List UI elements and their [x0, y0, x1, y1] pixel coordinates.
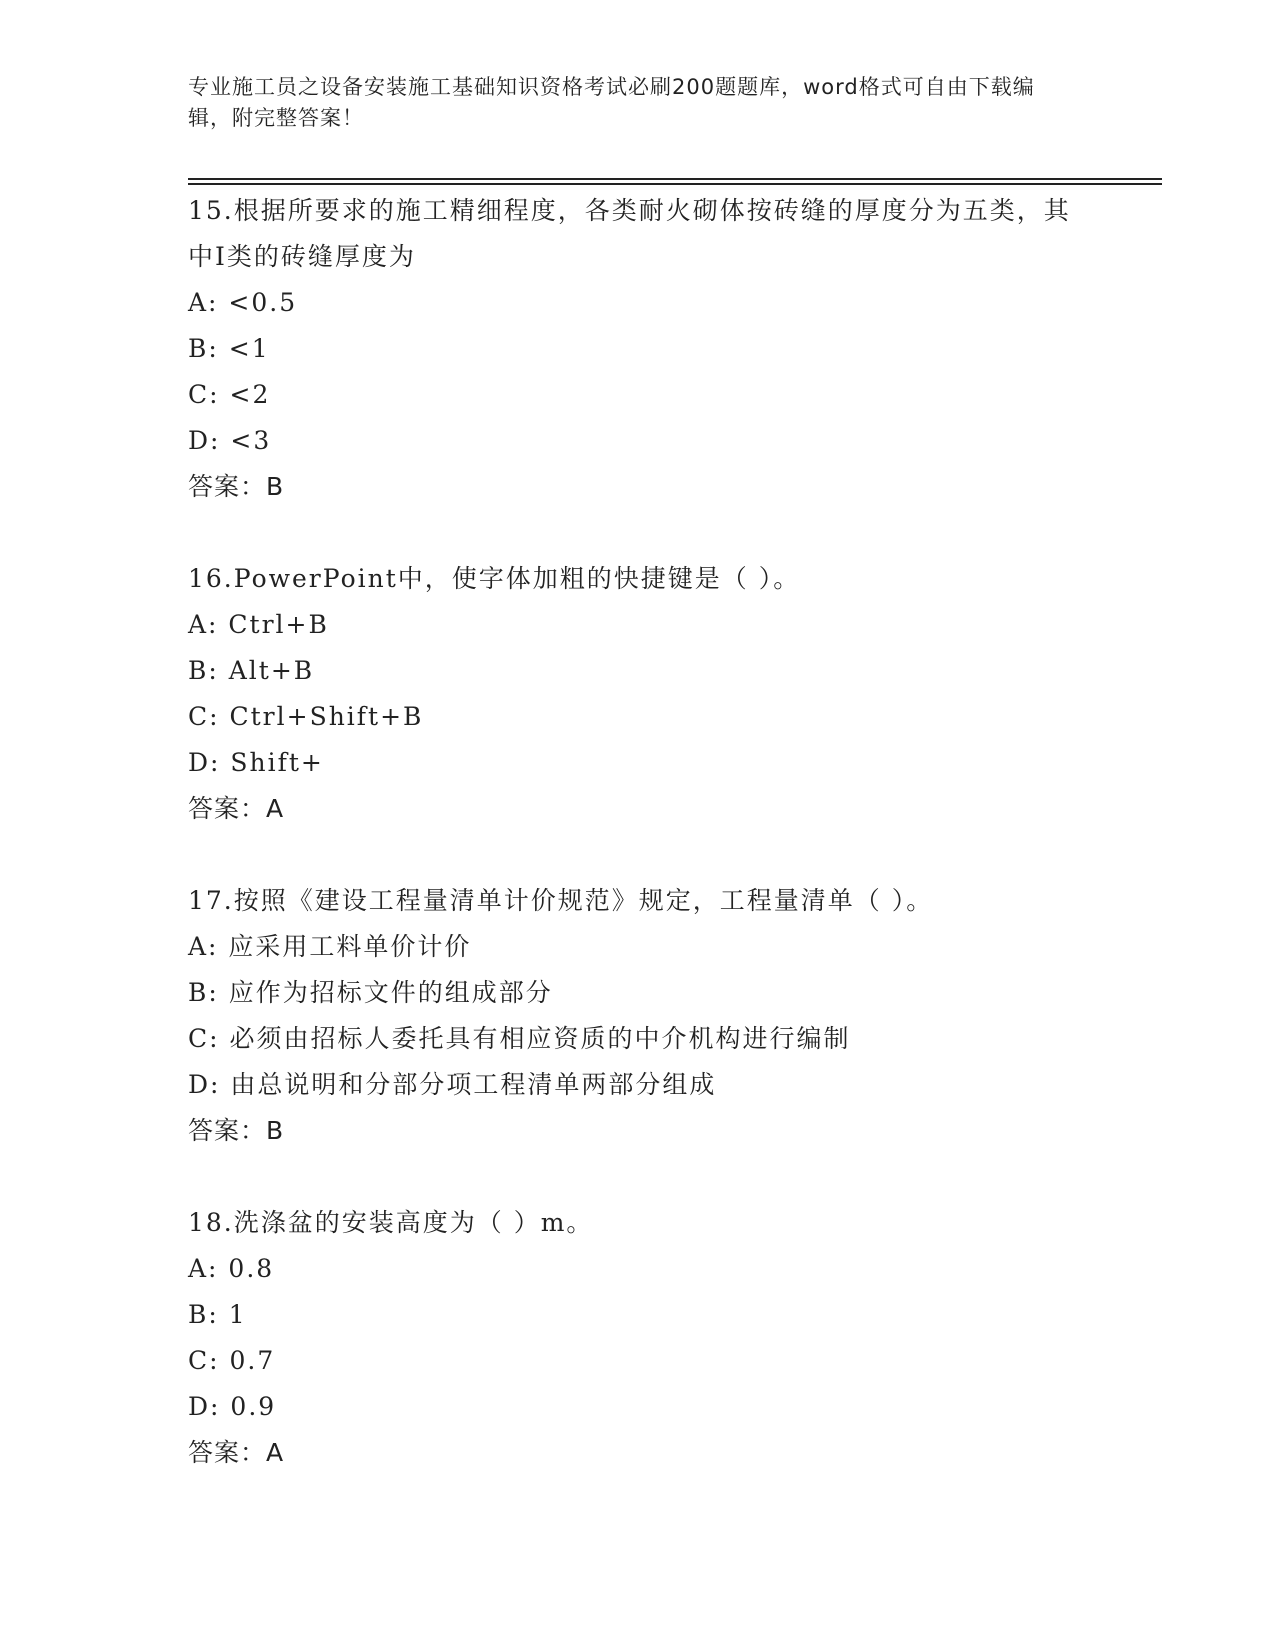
question-18: [188, 1200, 1148, 1476]
question-16: [188, 556, 1148, 832]
question-17: [188, 878, 1148, 1154]
question-title: 16.PowerPoint中，使字体加粗的快捷键是（ ）。: [188, 564, 801, 593]
option-b: B: 1: [188, 1300, 247, 1329]
answer: 答案：A: [188, 1438, 285, 1467]
question-title: 17.按照《建设工程量清单计价规范》规定，工程量清单（ ）。: [188, 886, 934, 915]
option-d: D: 由总说明和分部分项工程清单两部分组成: [188, 1070, 717, 1099]
option-d: D: 0.9: [188, 1392, 277, 1421]
option-b: B: Alt+B: [188, 656, 315, 685]
question-spacer: [188, 1154, 1148, 1200]
answer: 答案：A: [188, 794, 285, 823]
option-a: A: <0.5: [188, 288, 298, 317]
option-a: A: Ctrl+B: [188, 610, 329, 639]
document-header: 专业施工员之设备安装施工基础知识资格考试必刷200题题库，word格式可自由下载编辑，附完整答案！: [188, 75, 1035, 130]
question-title: 18.洗涤盆的安装高度为（ ）m。: [188, 1208, 594, 1237]
option-d: D: <3: [188, 426, 272, 455]
header-divider-top: [188, 178, 1162, 180]
header-divider-bottom: [188, 183, 1162, 185]
question-list: [188, 188, 1148, 1476]
option-b: B: <1: [188, 334, 270, 363]
option-c: C: <2: [188, 380, 271, 409]
option-a: A: 0.8: [188, 1254, 275, 1283]
option-c: C: 必须由招标人委托具有相应资质的中介机构进行编制: [188, 1024, 851, 1053]
option-b: B: 应作为招标文件的组成部分: [188, 978, 553, 1007]
option-c: C: 0.7: [188, 1346, 276, 1375]
question-15: [188, 188, 1148, 510]
answer: 答案：B: [188, 472, 285, 501]
answer: 答案：B: [188, 1116, 285, 1145]
question-spacer: [188, 510, 1148, 556]
option-d: D: Shift+: [188, 748, 324, 777]
option-a: A: 应采用工料单价计价: [188, 932, 472, 961]
question-spacer: [188, 832, 1148, 878]
option-c: C: Ctrl+Shift+B: [188, 702, 424, 731]
question-title: 15.根据所要求的施工精细程度，各类耐火砌体按砖缝的厚度分为五类，其中Ⅰ类的砖缝厚度为: [188, 196, 1071, 271]
